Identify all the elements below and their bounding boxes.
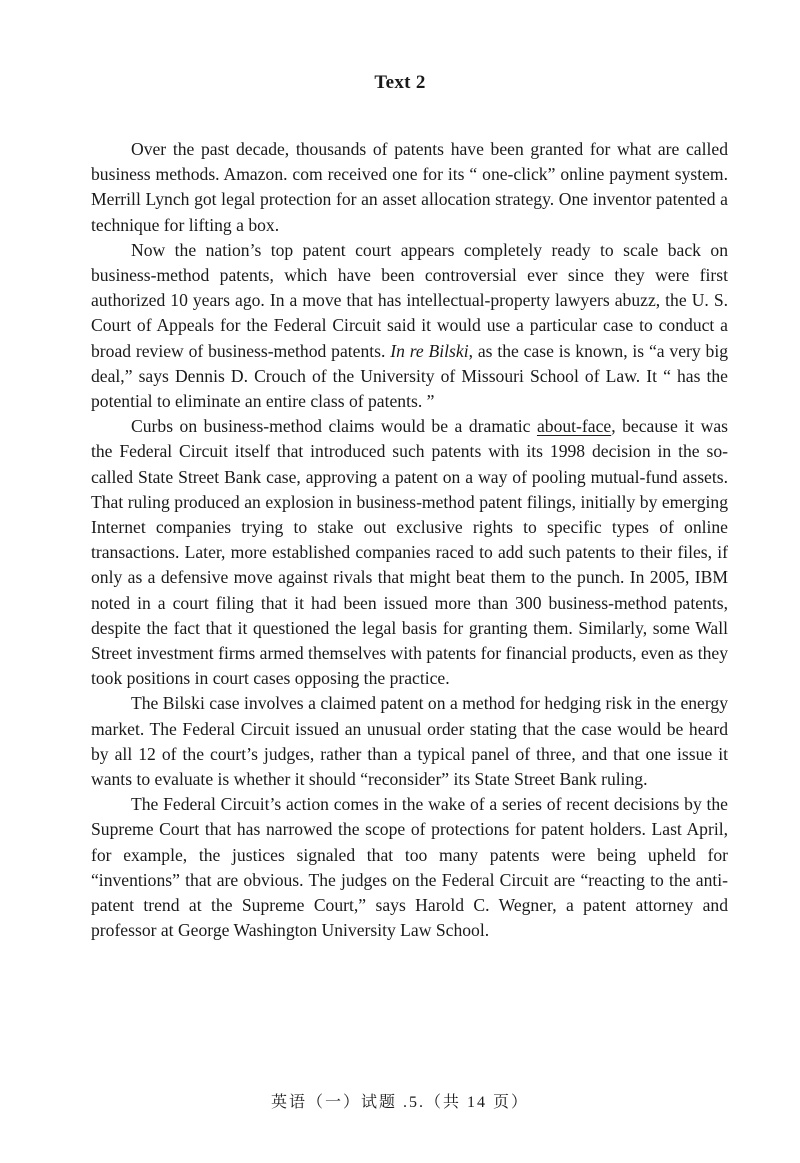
paragraph-2 (91, 238, 728, 414)
paragraph-3-part-1: Curbs on business-method claims would be a dramatic (131, 416, 537, 437)
section-title: Text 2 (374, 72, 426, 93)
passage-body (91, 137, 728, 944)
paragraph-4: The Bilski case involves a claimed patent on a method for hedging risk in the energy market. The Federal Circuit issued an unusual order stating that the case would be heard by all 12 of the court’s judges, rather than a typical panel of three, and that one issue it wants to evaluate is whether it should “reconsider” its State Street Bank ruling. (91, 693, 728, 790)
paragraph-3 (91, 414, 728, 691)
paragraph-2-part-2: , as the case is known, is “a very big deal,” says Dennis D. Crouch of the University of Missouri School of Law. It “ has the potential to eliminate an entire class of patents. ” (91, 340, 728, 412)
paragraph-3-part-2: , because it was the Federal Circuit itself that introduced such patents with its 1998 decision in the so-called State Street Bank case, approving a patent on a way of pooling mutual-fund assets. That ruling produced an explosion in business-method patent filings, initially by emerging Internet companies trying to stake out exclusive rights to specific types of online transactions. Later, more established companies raced to add such patents to their files, if only as a defensive move against rivals that might beat them to the punch. In 2005, IBM noted in a court filing that it had been issued more than 300 business-method patents, despite the fact that it questioned the legal basis for granting them. Similarly, some Wall Street investment firms armed themselves with patents for financial products, even as they took positions in court cases opposing the practice. (91, 416, 728, 689)
paragraph-1: Over the past decade, thousands of patents have been granted for what are called business methods. Amazon. com received one for its “ one-click” online payment system. Merrill Lynch got legal protection for an asset allocation strategy. One inventor patented a technique for lifting a box. (91, 139, 728, 235)
paragraph-2-part-1: Now the nation’s top patent court appears completely ready to scale back on business-method patents, which have been controversial ever since they were first authorized 10 years ago. In a move that has intellectual-property lawyers abuzz, the U. S. Court of Appeals for the Federal Circuit said it would use a particular case to conduct a broad review of business-method patents. (91, 239, 728, 361)
case-name-italic: In re Bilski (390, 340, 469, 361)
underlined-word: about-face (536, 416, 612, 437)
page-footer: 英语（一）试题 .5.（共 14 页） (270, 1094, 529, 1111)
paragraph-5: The Federal Circuit’s action comes in the wake of a series of recent decisions by the Supreme Court that has narrowed the scope of protections for patent holders. Last April, for example, the justices signaled that too many patents were being upheld for “inventions” that are obvious. The judges on the Federal Circuit are “reacting to the anti-patent trend at the Supreme Court,” says Harold C. Wegner, a patent attorney and professor at George Washington University Law School. (91, 794, 728, 941)
